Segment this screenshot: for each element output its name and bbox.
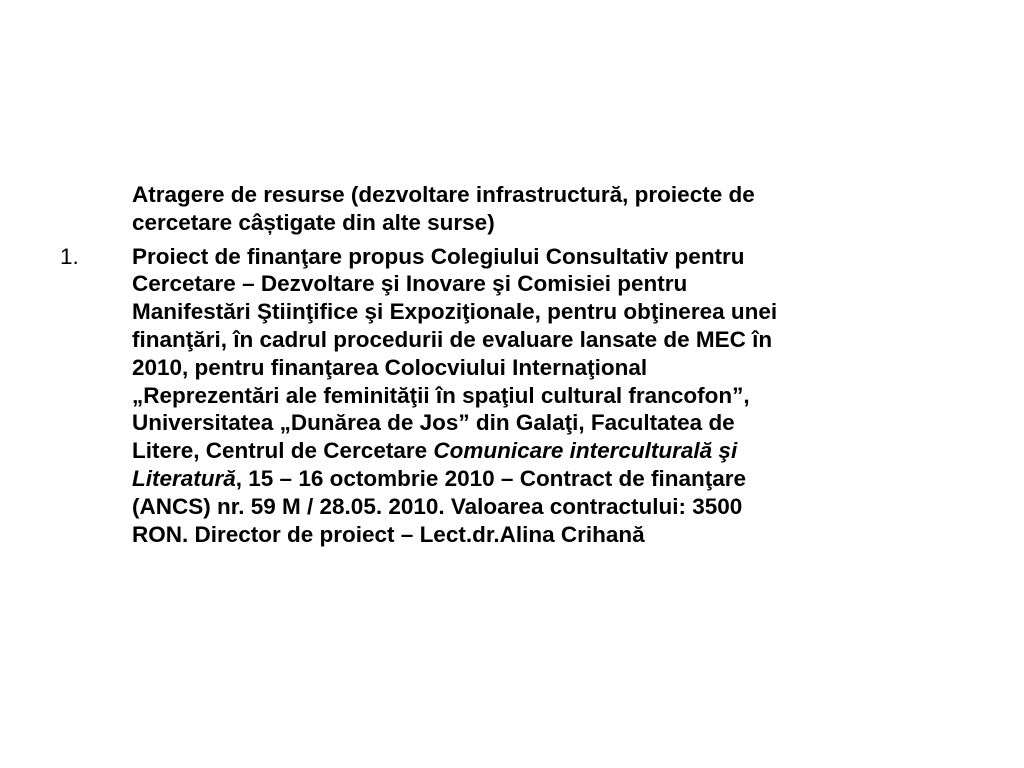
item-1-line-10: (ANCS) nr. 59 M / 28.05. 2010. Valoarea contractului: 3500: [132, 493, 743, 519]
item-1-line-1: [60, 243, 960, 271]
heading-line-1: Atragere de resurse (dezvoltare infrastructură, proiecte de: [132, 182, 755, 207]
research-center-name-part-2: Literatură: [132, 465, 236, 491]
item-1-line-8-text: Litere, Centrul de Cercetare: [132, 438, 434, 464]
item-1-line-4: finanţări, în cadrul procedurii de evaluare lansate de MEC în: [132, 326, 773, 352]
item-1-line-6: „Reprezentări ale feminităţii în spaţiul cultural francofon”,: [132, 382, 750, 408]
heading-line-2: cercetare câștigate din alte surse): [132, 209, 495, 235]
item-1-line-5: 2010, pentru finanţarea Colocviului Internaţional: [132, 354, 648, 380]
item-1-line-9-text: , 15 – 16 octombrie 2010 – Contract de finanţare: [235, 465, 746, 491]
item-1-line-1-text: Proiect de finanţare propus Colegiului Consultativ pentru: [132, 243, 745, 269]
item-1-number: 1.: [60, 243, 79, 269]
item-1-line-8: [60, 437, 960, 465]
item-1-line-3: Manifestări Ştiinţifice şi Expoziţionale, pentru obţinerea unei: [132, 299, 778, 325]
item-1-line-2: Cercetare – Dezvoltare şi Inovare şi Comisiei pentru: [132, 271, 688, 297]
item-1-line-7: Universitatea „Dunărea de Jos” din Galaţi, Facultatea de: [132, 410, 735, 436]
item-1-line-11: RON. Director de proiect – Lect.dr.Alina Crihană: [132, 521, 645, 547]
slide-content: [60, 181, 960, 548]
item-1-line-9: [60, 465, 960, 493]
research-center-name-part-1: Comunicare interculturală şi: [433, 438, 738, 464]
